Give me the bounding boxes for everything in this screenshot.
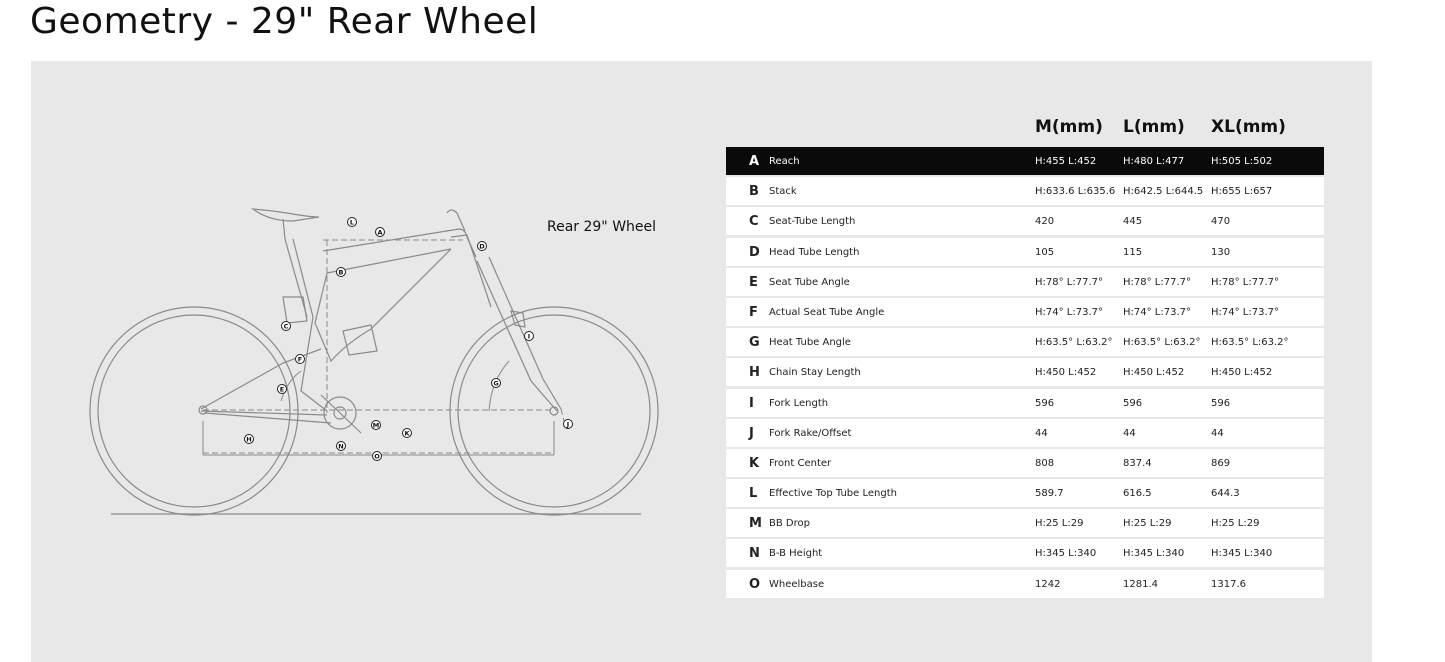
row-value-m: 1242 [1035,578,1061,590]
row-measurement-name: Heat Tube Angle [769,337,851,349]
row-letter: C [749,214,759,230]
marker-n: N [338,442,344,451]
marker-o: O [374,452,380,461]
row-value-l: H:63.5° L:63.2° [1123,337,1201,349]
row-value-m: H:633.6 L:635.6 [1035,186,1116,198]
column-header-xl: XL(mm) [1211,117,1286,137]
marker-f: F [297,355,303,364]
table-row [726,449,1324,477]
table-row [726,147,1324,175]
row-value-l: 44 [1123,427,1136,439]
table-row [726,358,1324,386]
row-value-m: 808 [1035,457,1055,469]
row-value-l: H:642.5 L:644.5 [1123,186,1204,198]
marker-c: C [283,322,289,331]
row-value-xl: H:345 L:340 [1211,548,1273,560]
table-row [726,479,1324,507]
row-value-xl: 470 [1211,216,1231,228]
row-letter: H [749,365,760,381]
table-row [726,177,1324,205]
row-value-m: 596 [1035,397,1055,409]
table-row [726,539,1324,567]
row-measurement-name: Effective Top Tube Length [769,488,897,500]
row-value-xl: H:63.5° L:63.2° [1211,337,1289,349]
row-value-xl: H:655 L:657 [1211,186,1273,198]
row-value-m: 589.7 [1035,488,1064,500]
row-value-m: H:74° L:73.7° [1035,306,1103,318]
row-letter: J [749,425,754,441]
page-title: Geometry - 29" Rear Wheel [30,1,539,42]
row-measurement-name: Fork Rake/Offset [769,427,852,439]
marker-m: M [372,421,380,430]
row-measurement-name: Actual Seat Tube Angle [769,306,885,318]
row-value-l: 837.4 [1123,457,1152,469]
row-letter: I [749,395,754,411]
marker-d: D [479,242,485,251]
row-value-l: H:480 L:477 [1123,156,1185,167]
row-value-l: 596 [1123,397,1143,409]
row-value-xl: H:74° L:73.7° [1211,306,1279,318]
table-body [726,147,1324,598]
row-value-m: 105 [1035,246,1055,258]
bike-geometry-diagram [31,61,711,662]
row-value-m: 420 [1035,216,1055,228]
table-row [726,509,1324,537]
row-value-m: H:25 L:29 [1035,518,1084,530]
row-letter: L [749,486,758,502]
row-value-l: H:74° L:73.7° [1123,306,1191,318]
row-letter: G [749,335,760,351]
row-value-l: 445 [1123,216,1143,228]
row-letter: M [749,516,762,532]
row-value-xl: 869 [1211,457,1231,469]
table-row [726,268,1324,296]
row-letter: D [749,244,760,260]
row-value-l: H:450 L:452 [1123,367,1185,379]
column-header-m: M(mm) [1035,117,1103,137]
marker-e: E [279,385,285,394]
row-measurement-name: Seat-Tube Length [769,216,856,228]
row-value-l: 1281.4 [1123,578,1158,590]
row-letter: N [749,546,760,562]
row-letter: A [749,154,760,169]
row-measurement-name: Head Tube Length [769,246,860,258]
row-letter: B [749,184,759,200]
row-measurement-name: Fork Length [769,397,829,409]
diagram-caption: Rear 29" Wheel [547,219,657,235]
row-value-xl: 130 [1211,246,1231,258]
row-value-m: H:455 L:452 [1035,156,1097,167]
row-value-l: 115 [1123,246,1143,258]
marker-g: G [493,379,499,388]
row-value-l: H:25 L:29 [1123,518,1172,530]
column-header-l: L(mm) [1123,117,1185,137]
row-measurement-name: Wheelbase [769,578,825,590]
row-measurement-name: Reach [769,156,800,167]
table-row [726,328,1324,356]
row-value-xl: H:78° L:77.7° [1211,276,1279,288]
table-row [726,570,1324,598]
row-measurement-name: Stack [769,186,797,198]
geometry-table [726,117,1324,600]
row-letter: F [749,304,758,320]
row-letter: O [749,576,761,592]
row-value-l: H:345 L:340 [1123,548,1185,560]
row-letter: E [749,274,758,290]
marker-a: A [377,228,383,237]
row-value-xl: 44 [1211,427,1224,439]
table-row [726,419,1324,447]
marker-h: H [246,435,252,444]
row-measurement-name: B-B Height [769,548,823,560]
table-row [726,207,1324,235]
marker-b: B [338,268,344,277]
row-value-xl: 596 [1211,397,1231,409]
row-measurement-name: Chain Stay Length [769,367,861,379]
row-measurement-name: Front Center [769,457,832,469]
row-value-l: 616.5 [1123,488,1152,500]
table-header [726,117,1324,147]
row-measurement-name: BB Drop [769,518,810,530]
row-value-m: H:78° L:77.7° [1035,276,1103,288]
row-value-xl: H:505 L:502 [1211,156,1273,167]
marker-j: J [566,420,570,429]
row-value-m: H:63.5° L:63.2° [1035,337,1113,349]
geometry-panel [31,61,1372,662]
row-value-l: H:78° L:77.7° [1123,276,1191,288]
row-value-m: 44 [1035,427,1048,439]
row-value-xl: 1317.6 [1211,578,1246,590]
table-row [726,238,1324,266]
row-letter: K [749,455,760,471]
row-value-xl: 644.3 [1211,488,1240,500]
marker-i: I [527,332,531,341]
row-value-m: H:450 L:452 [1035,367,1097,379]
row-value-xl: H:450 L:452 [1211,367,1273,379]
marker-l: L [349,218,355,227]
table-row [726,389,1324,417]
row-value-m: H:345 L:340 [1035,548,1097,560]
row-measurement-name: Seat Tube Angle [769,276,850,288]
row-value-xl: H:25 L:29 [1211,518,1260,530]
marker-k: K [404,429,410,438]
table-row [726,298,1324,326]
